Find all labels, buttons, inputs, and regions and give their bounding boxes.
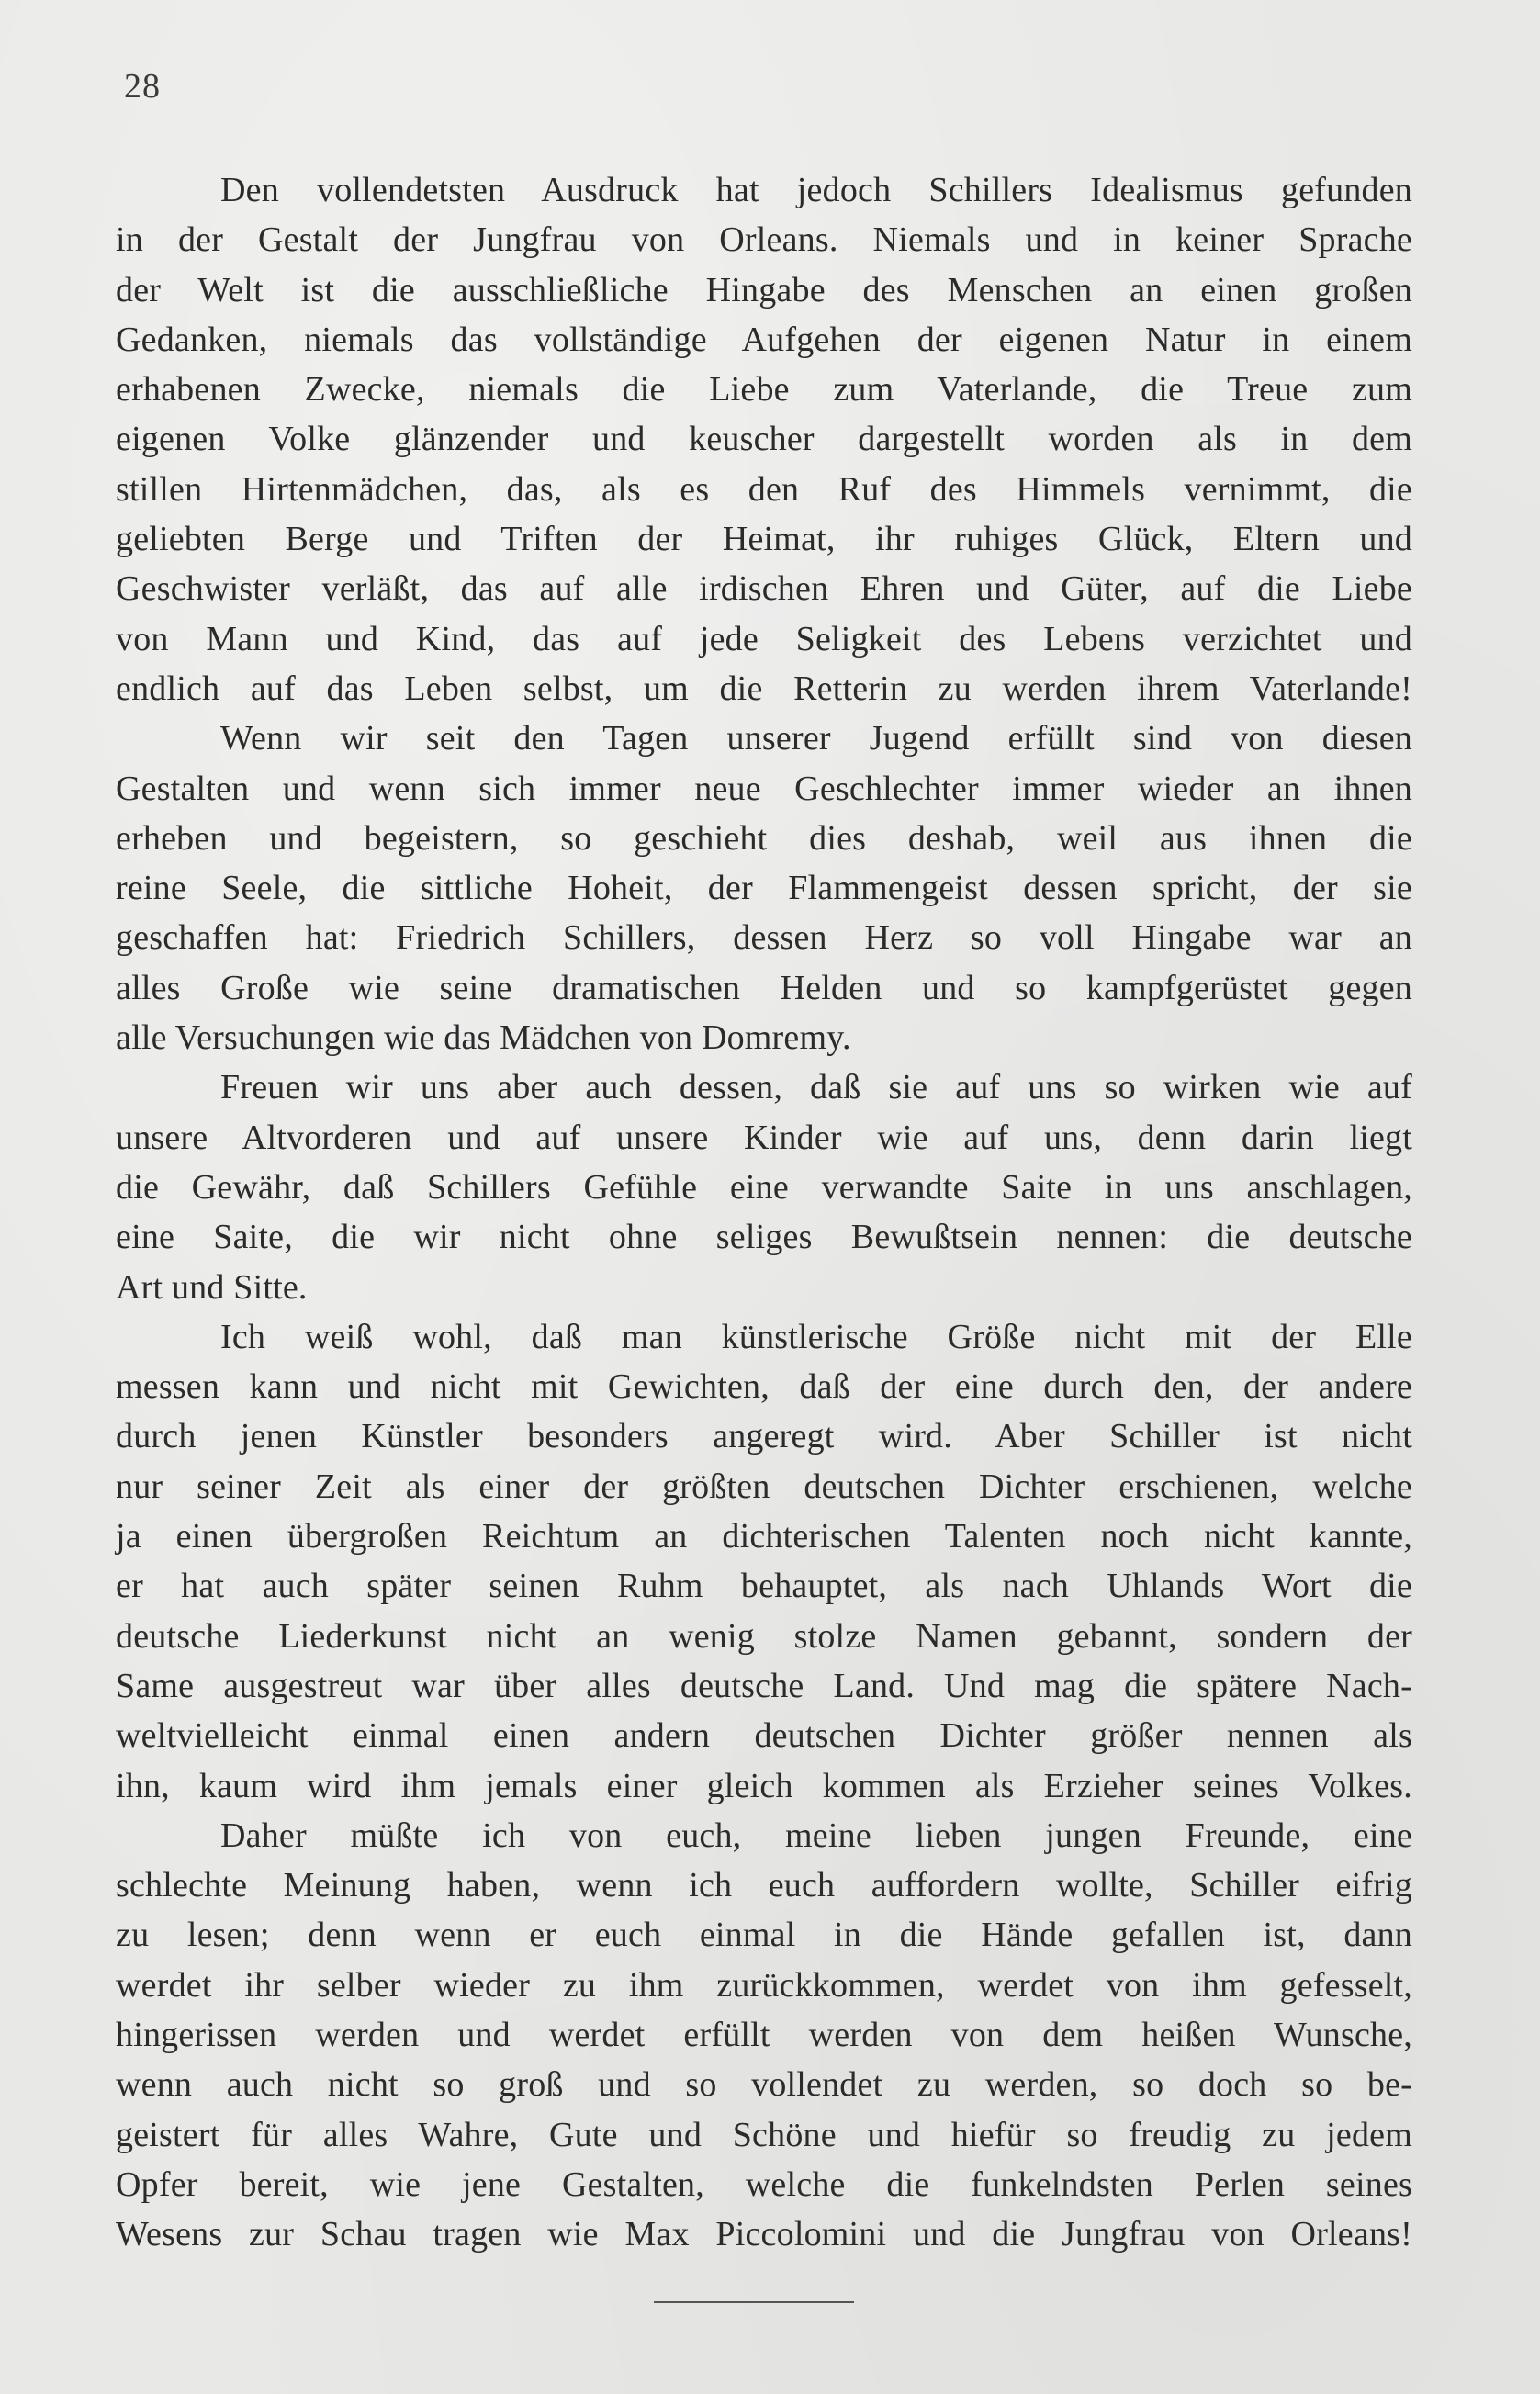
paragraph-line: durch jenen Künstler besonders angeregt wird. Aber Schiller ist nicht: [116, 1417, 1412, 1456]
paragraph-line: Freuen wir uns aber auch dessen, daß sie auf uns so wirken wie auf: [220, 1068, 1412, 1107]
paragraph-line: wenn auch nicht so groß und so vollendet zu werden, so doch so be-: [116, 2065, 1412, 2105]
paragraph-line: Gedanken, niemals das vollständige Aufgehen der eigenen Natur in einem: [116, 320, 1412, 359]
paragraph-line: eigenen Volke glänzender und keuscher dargestellt worden als in dem: [116, 420, 1412, 459]
closing-rule: [654, 2301, 854, 2303]
paragraph-line: Art und Sitte.: [116, 1267, 308, 1307]
body-text: [116, 165, 1412, 2259]
paragraph-line: Geschwister verläßt, das auf alle irdischen Ehren und Güter, auf die Liebe: [116, 569, 1412, 609]
paragraph-line: endlich auf das Leben selbst, um die Retterin zu werden ihrem Vaterlande!: [116, 669, 1412, 708]
paragraph-line: werdet ihr selber wieder zu ihm zurückkommen, werdet von ihm gefesselt,: [116, 1965, 1412, 2005]
paragraph-line: Wesens zur Schau tragen wie Max Piccolomini und die Jungfrau von Orleans!: [116, 2215, 1412, 2254]
paragraph-line: Den vollendetsten Ausdruck hat jedoch Schillers Idealismus gefunden: [220, 171, 1412, 209]
paragraph-line: der Welt ist die ausschließliche Hingabe des Menschen an einen großen: [116, 270, 1412, 309]
paragraph-line: geliebten Berge und Triften der Heimat, ihr ruhiges Glück, Eltern und: [116, 520, 1412, 559]
paragraph-line: ja einen übergroßen Reichtum an dichterischen Talenten noch nicht kannte,: [116, 1517, 1412, 1557]
paragraph-line: zu lesen; denn wenn er euch einmal in die Hände gefallen ist, dann: [116, 1916, 1412, 1955]
paragraph-line: Same ausgestreut war über alles deutsche Land. Und mag die spätere Nach-: [116, 1666, 1412, 1705]
paragraph-line: Gestalten und wenn sich immer neue Geschlechter immer wieder an ihnen: [116, 769, 1412, 808]
paragraph-line: schlechte Meinung haben, wenn ich euch auffordern wollte, Schiller eifrig: [116, 1866, 1412, 1905]
paragraph-line: Ich weiß wohl, daß man künstlerische Größe nicht mit der Elle: [220, 1317, 1412, 1356]
paragraph-line: erhabenen Zwecke, niemals die Liebe zum Vaterlande, die Treue zum: [116, 370, 1412, 410]
paragraph-line: er hat auch später seinen Ruhm behauptet, als nach Uhlands Wort die: [116, 1567, 1412, 1606]
paragraph-line: Wenn wir seit den Tagen unserer Jugend erfüllt sind von diesen: [220, 719, 1412, 759]
paragraph-line: von Mann und Kind, das auf jede Seligkeit des Lebens verzichtet und: [116, 619, 1412, 658]
paragraph-line: messen kann und nicht mit Gewichten, daß der eine durch den, der andere: [116, 1367, 1412, 1407]
paragraph-line: stillen Hirtenmädchen, das, als es den Ruf des Himmels vernimmt, die: [116, 469, 1412, 509]
paragraph-line: alles Große wie seine dramatischen Helden und so kampfgerüstet gegen: [116, 968, 1412, 1007]
paragraph-line: geschaffen hat: Friedrich Schillers, dessen Herz so voll Hingabe war an: [116, 918, 1412, 958]
paragraph-line: erheben und begeistern, so geschieht dies deshab, weil aus ihnen die: [116, 818, 1412, 858]
paragraph-line: ihn, kaum wird ihm jemals einer gleich kommen als Erzieher seines Volkes.: [116, 1766, 1412, 1805]
paragraph-line: weltvielleicht einmal einen andern deutschen Dichter größer nennen als: [116, 1716, 1412, 1756]
paragraph-line: unsere Altvorderen und auf unsere Kinder wie auf uns, denn darin liegt: [116, 1118, 1412, 1157]
paragraph-line: in der Gestalt der Jungfrau von Orleans. Niemals und in keiner Sprache: [116, 220, 1412, 260]
paragraph-line: reine Seele, die sittliche Hoheit, der Flammengeist dessen spricht, der sie: [116, 869, 1412, 908]
paragraph-line: Daher müßte ich von euch, meine lieben jungen Freunde, eine: [220, 1815, 1412, 1855]
paragraph-line: die Gewähr, daß Schillers Gefühle eine verwandte Saite in uns anschlagen,: [116, 1167, 1412, 1207]
paragraph-line: deutsche Liederkunst nicht an wenig stolze Namen gebannt, sondern der: [116, 1616, 1412, 1656]
paragraph-line: Opfer bereit, wie jene Gestalten, welche die funkelndsten Perlen seines: [116, 2164, 1412, 2204]
paragraph-line: nur seiner Zeit als einer der größten deutschen Dichter erschienen, welche: [116, 1467, 1412, 1506]
page-number: 28: [124, 67, 161, 106]
paragraph-line: geistert für alles Wahre, Gute und Schöne und hiefür so freudig zu jedem: [116, 2115, 1412, 2154]
paragraph-line: hingerissen werden und werdet erfüllt werden von dem heißen Wunsche,: [116, 2015, 1412, 2054]
paragraph-line: alle Versuchungen wie das Mädchen von Domremy.: [116, 1018, 851, 1058]
paragraph-line: eine Saite, die wir nicht ohne seliges Bewußtsein nennen: die deutsche: [116, 1218, 1412, 1257]
